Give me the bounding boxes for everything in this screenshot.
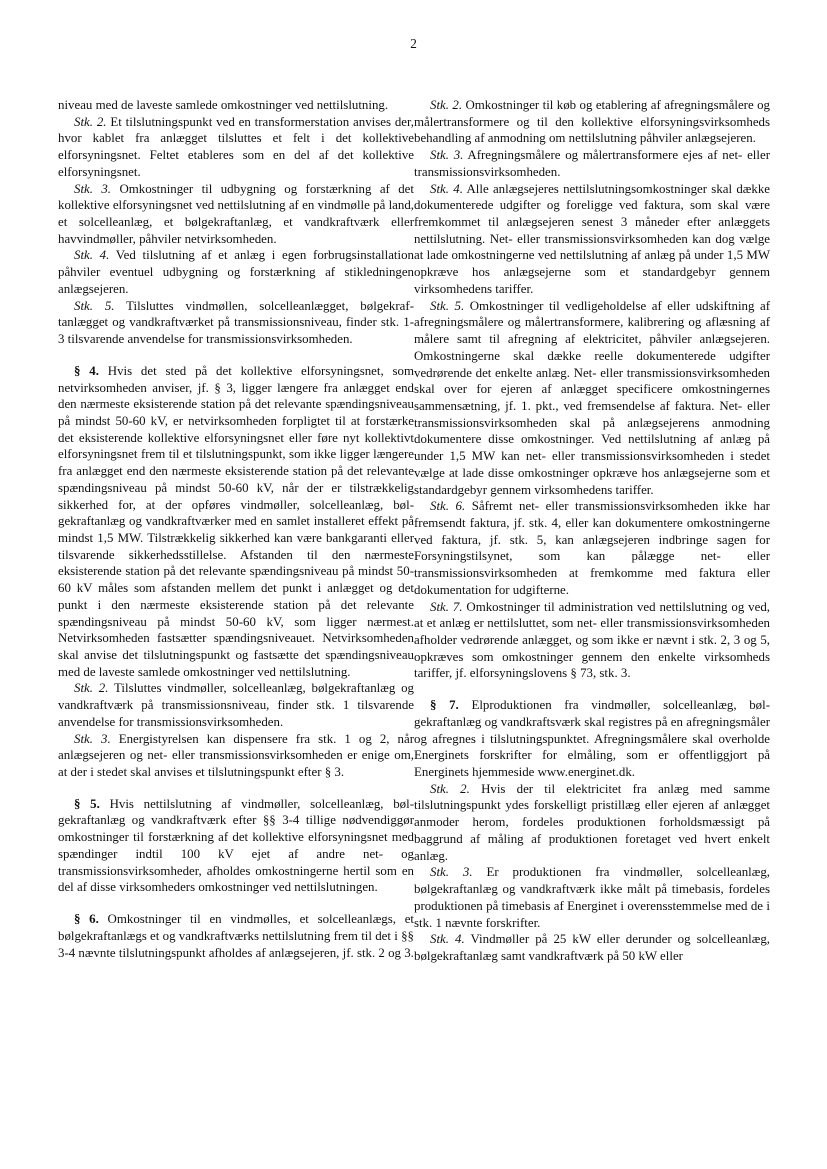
subsection-label: Stk. 2. — [430, 781, 470, 796]
right-column — [414, 97, 770, 965]
paragraph-text: Alle anlægsejeres nettilslutningsomkostninger skal dække dokumenterede udgifter og foreligge ved faktura, som skal være fremkommet til anlægsejeren senest 3 måneder efter anlæggets nettilslutning. Net- eller transmissionsvirksomheden kan dog vælge at lade omkostningerne ved nettilslutning af anlæg på under 1,5 MW opkræve hos anlægsejerne som et standardgebyr gennem virksomhedens tariffer. — [414, 181, 770, 296]
subsection-label: Stk. 6. — [430, 499, 466, 514]
paragraph-text: Såfremt net- eller transmissionsvirksomheden ikke har fremsendt faktura, jf. stk. 4, eller kan dokumentere omkostningerne ved faktura, jf. stk. 5, kan anlægsejeren indbringe sagen for Forsyningstilsynet, som kan pålægge net- eller transmissionsvirksomheden at fremkomme med faktura eller dokumentation for udgifterne. — [414, 499, 770, 597]
paragraph — [58, 114, 414, 181]
paragraph — [58, 911, 414, 961]
section-label: § 7. — [430, 698, 459, 713]
subsection-label: Stk. 2. — [74, 114, 107, 129]
page-number: 2 — [410, 36, 417, 51]
paragraph-text: Tilsluttes vindmøller, solcelleanlæg, bølgekraftanlæg og vandkraftværk på transmissionsniveau, finder stk. 1 tilsvarende anvendelse for transmissionsvirksomheden. — [58, 681, 414, 729]
paragraph — [414, 97, 770, 147]
paragraph — [58, 680, 414, 730]
subsection-label: Stk. 5. — [430, 298, 465, 313]
paragraph — [414, 498, 770, 598]
paragraph-text: Vindmøller på 25 kW eller derunder og solcelleanlæg, bølgekraftanlæg samt vandkraftværk på 50 kW eller — [414, 932, 770, 963]
paragraph-text: Et tilslutningspunkt ved en transformerstation anvises der, hvor kablet fra anlægget tilsluttes et felt i det kollektive elforsyningsnet. Feltet etableres som en del af det kollektive elforsyningsnet. — [58, 114, 414, 179]
subsection-label: Stk. 2. — [74, 681, 109, 696]
paragraph-text: Omkostninger til en vindmølles, et solcelleanlægs, et bølgekraftanlægs et og vandkraftværks nettilslutning frem til det i §§ 3-4 nævnte tilslutningspunkt afholdes af anlægsejeren, jf. stk. 2 og 3. — [58, 912, 414, 960]
subsection-label: Stk. 3. — [430, 865, 473, 880]
paragraph — [58, 247, 414, 297]
paragraph — [414, 181, 770, 298]
subsection-label: Stk. 3. — [74, 181, 112, 196]
paragraph-text: Ved tilslutning af et anlæg i egen forbrugsinstallation påhviler eventuel udbygning og forstærkning af stikledningen anlægsejeren. — [58, 248, 414, 296]
paragraph-text: Afregningsmålere og målertransformere ejes af net- eller transmissionsvirksomheden. — [414, 148, 770, 179]
paragraph-text: Omkostninger til køb og etablering af afregningsmålere og målertransformere og til den kollektive elforsyningsvirksomheds behandling af anmodning om nettilslutning påhviler anlægsejeren. — [414, 98, 770, 146]
subsection-label: Stk. 5. — [74, 298, 115, 313]
paragraph-text: Omkostninger til vedligeholdelse af eller udskiftning af afregningsmålere og målertransformere, kalibrering og aflæsning af målere samt til afregning af elektricitet, påhviler anlægsejeren. Omkostningerne skal dække reelle dokumenterede udgifter vedrørende det enkelte anlæg. Net- eller transmissionsvirksomheden skal over for ejeren af anlægget specificere omkostningernes sammensætning, jf. 1. pkt., ved fremsendelse af faktura. Net- eller transmissionsvirksomheden skal på anlægsejerens anmodning dokumentere disse omkostninger. Ved nettilslutning af anlæg på under 1,5 MW kan net- eller transmissionsvirksomheden i stedet vælge at lade disse omkostninger opkræve hos anlægsejerne som et standardgebyr gennem virksomhedens tariffer. — [414, 298, 770, 497]
paragraph — [414, 147, 770, 180]
section-label: § 4. — [74, 363, 99, 378]
subsection-label: Stk. 2. — [430, 98, 463, 112]
paragraph — [414, 697, 770, 781]
paragraph — [414, 931, 770, 964]
subsection-label: Stk. 7. — [430, 599, 463, 614]
paragraph-text: Hvis der til elektricitet fra anlæg med samme tilslutningspunkt ydes forskelligt pristillæg eller ejeren af anlægget anmoder herom, fordeles produktionen forholdsmæssigt på baggrund af måling af produktionen foretaget ved hvert enkelt anlæg. — [414, 781, 770, 863]
subsection-label: Stk. 3. — [430, 148, 464, 163]
paragraph-text: niveau med de laveste samlede omkostninger ved nettilslutning. — [58, 98, 389, 112]
paragraph-text: Tilsluttes vindmøllen, solcelleanlægget, bølgekraftanlægget og vandkraftværket på transmissionsniveau, finder stk. 1-3 tilsvarende anvendelse for transmissionsvirksomheden. — [58, 298, 414, 347]
paragraph — [58, 731, 414, 781]
subsection-label: Stk. 4. — [74, 248, 110, 263]
paragraph — [58, 181, 414, 248]
paragraph — [58, 796, 414, 896]
paragraph-text: Omkostninger til administration ved nettilslutning og ved, at et anlæg er nettilsluttet, som net- eller transmissionsvirksomheden afholder vedrørende anlægget, og som ikke er nævnt i stk. 2, 3 og 5, opkræves som omkostninger gennem den enkelte virksomheds tariffer, jf. elforsyningslovens § 73, stk. 3. — [414, 599, 770, 681]
subsection-label: Stk. 4. — [430, 181, 463, 196]
paragraph — [414, 781, 770, 865]
left-column — [58, 97, 414, 961]
paragraph-text: Omkostninger til udbygning og forstærkning af det kollektive elforsyningsnet ved nettilslutning af en vindmølle på land, et solcelleanlæg, et bølgekraftanlæg, et vandkraftværk eller havvindmøller, påhviler netvirksomheden. — [58, 181, 414, 246]
subsection-label: Stk. 3. — [74, 731, 111, 746]
paragraph — [58, 97, 414, 114]
paragraph-text: Er produktionen fra vindmøller, solcelleanlæg, bølgekraftanlæg og vandkraftværk ikke målt på timebasis, fordeles produktionen på timebasis af Energinet i overensstemmelse med de i stk. 1 nævnte forskrifter. — [414, 865, 770, 930]
section-label: § 6. — [74, 912, 99, 927]
paragraph — [58, 298, 414, 348]
paragraph — [414, 298, 770, 499]
paragraph-text: Energistyrelsen kan dispensere fra stk. 1 og 2, når anlægsejeren og net- eller transmissionsvirksomheden er enige om, at der i stedet skal anvises et tilslutningspunkt efter § 3. — [58, 731, 414, 780]
paragraph — [58, 363, 414, 681]
paragraph-text: Elproduktionen fra vindmøller, solcelleanlæg, bølgekraftanlæg og vandkraftsværk skal registres på en afregningsmåler og afregnes i tilslutningspunktet. Afregningsmålere skal overholde Energinets forskrifter for elmåling, som er offentliggjort på Energinets hjemmeside www.energinet.dk. — [414, 698, 770, 780]
paragraph-text: Hvis det sted på det kollektive elforsyningsnet, som netvirksomheden anviser, jf. § 3, ligger længere fra anlægget end den nærmeste eksisterende station på det relevante spændingsniveau på mindst 50-60 kV, er netvirksomheden forpligtet til at forstærke det eksisterende kollektive elforsyningsnet eller føre nyt kollektivt elforsyningsnet frem til et tilslutningspunkt, som ikke ligger længere fra anlægget end den nærmeste eksisterende station på det relevante spændingsniveau på mindst 50-60 kV, når der er tilstrækkelig sikkerhed for, at der opføres vindmøller, solcelleanlæg, bølgekraftanlæg og vandkraftværker med en samlet installeret effekt på mindst 1,5 MW. Tilstrækkelig sikkerhed kan være bankgaranti eller tilsvarende sikkerhedsstillelse. Afstanden til den nærmeste eksisterende station på det relevante spændingsniveau på mindst 50-60 kV måles som afstanden mellem det punkt i anlægget og det punkt i den nærmeste eksisterende station på det relevante spændingsniveau på mindst 50-60 kV, som ligger nærmest. Netvirksomheden fastsætter spændingsniveauet. Netvirksomheden skal anvise det tilslutningspunkt og fastsætte det spændingsniveau med de laveste samlede omkostninger ved nettilslutning. — [58, 363, 414, 679]
paragraph — [414, 864, 770, 931]
paragraph-text: Hvis nettilslutning af vindmøller, solcelleanlæg, bølgekraftanlæg og vandkraftværk efter §§ 3-4 tillige nødvendiggør omkostninger til forstærkning af det kollektive elforsyningsnet med spændinger indtil 100 kV ejet af andre net- og transmissionsvirksomheder, afholdes omkostningerne hertil som en del af disse virksomheders omkostninger ved nettilslutningen. — [58, 796, 414, 895]
section-label: § 5. — [74, 796, 100, 811]
subsection-label: Stk. 4. — [430, 932, 465, 947]
paragraph — [414, 599, 770, 683]
